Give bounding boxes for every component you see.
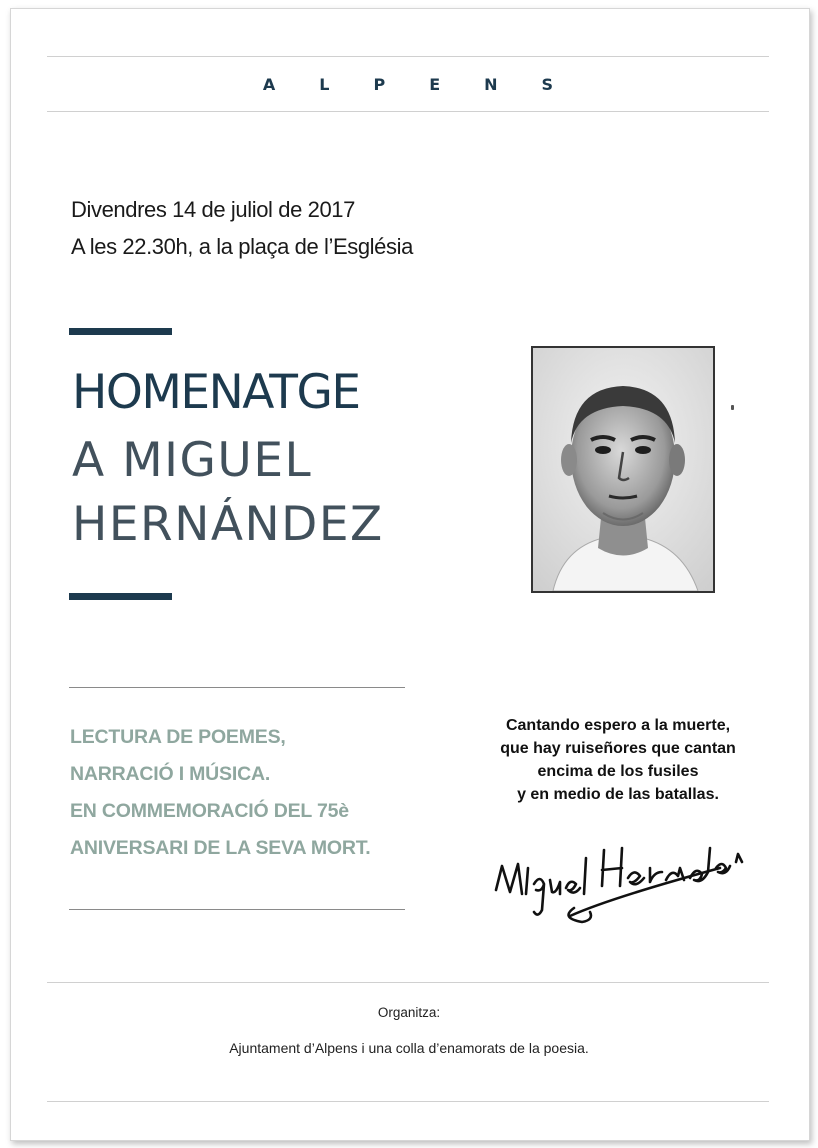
footer-bottom-rule (47, 1101, 769, 1102)
title-top-bar (69, 328, 172, 335)
handwritten-signature (490, 828, 770, 928)
footer-top-rule (47, 982, 769, 983)
quote-line: Cantando espero a la muerte, (505, 717, 731, 734)
description-bottom-rule (69, 909, 405, 910)
event-time-place: A les 22.30h, a la plaça de l’Església (71, 234, 413, 259)
event-date: Divendres 14 de juliol de 2017 (71, 197, 355, 222)
description-line: NARRACIÓ I MÚSICA. (70, 763, 271, 785)
description-line: LECTURA DE POEMES, (70, 726, 286, 748)
quote-line: que hay ruiseñores que cantan (500, 740, 736, 757)
title-line-3: HERNÁNDEZ (72, 497, 384, 552)
title-subject (72, 432, 384, 560)
brand-rule (47, 111, 769, 112)
description-top-rule (69, 687, 405, 688)
title-line-2: A MIGUEL (72, 433, 313, 488)
event-info (71, 191, 413, 265)
poem-quote (470, 714, 766, 806)
quote-line: y en medio de las batallas. (517, 786, 719, 803)
title-bottom-bar (69, 593, 172, 600)
organizer-text: Ajuntament d’Alpens i una colla d’enamorats de la poesia. (229, 1040, 589, 1056)
title-homenatge: HOMENATGE (72, 365, 360, 420)
portrait-photo (531, 346, 715, 593)
portrait-image (533, 348, 713, 591)
print-speck (731, 405, 734, 410)
organizer-label: Organitza: (377, 1005, 441, 1020)
event-description (70, 719, 371, 867)
description-line: ANIVERSARI DE LA SEVA MORT. (70, 837, 371, 859)
description-line: EN COMMEMORACIÓ DEL 75è (70, 800, 349, 822)
quote-line: encima de los fusiles (537, 763, 699, 780)
brand-header: ALPENS (262, 74, 598, 94)
